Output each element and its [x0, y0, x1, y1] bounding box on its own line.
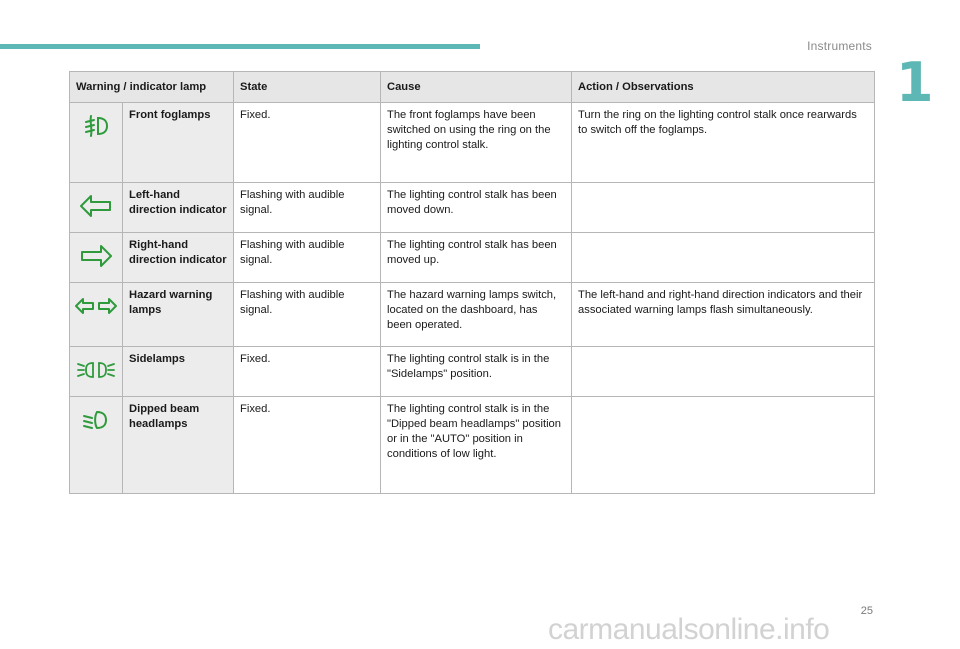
dipped-beam-headlamps-icon [81, 407, 111, 433]
top-accent-bar [0, 44, 480, 49]
table-row [70, 397, 875, 494]
lamp-state: Fixed. [234, 347, 381, 397]
lamp-icon-cell [70, 283, 123, 347]
lamp-name: Hazard warning lamps [123, 283, 234, 347]
page-number: 25 [860, 605, 873, 617]
lamp-icon-cell [70, 347, 123, 397]
table-row [70, 283, 875, 347]
column-header-lamp: Warning / indicator lamp [70, 72, 234, 103]
table-row [70, 347, 875, 397]
lamp-icon-cell [70, 183, 123, 233]
lamp-cause: The lighting control stalk has been moved up. [381, 233, 572, 283]
section-title: Instruments [807, 39, 872, 53]
lamp-icon-cell [70, 233, 123, 283]
left-direction-indicator-icon [79, 193, 113, 219]
lamp-cause: The lighting control stalk is in the "Sidelamps" position. [381, 347, 572, 397]
lamp-action: Turn the ring on the lighting control stalk once rearwards to switch off the foglamps. [572, 103, 875, 183]
lamp-name: Front foglamps [123, 103, 234, 183]
front-foglamps-icon [83, 113, 109, 139]
watermark: carmanualsonline.info [548, 613, 830, 646]
lamp-action [572, 183, 875, 233]
lamp-state: Flashing with audible signal. [234, 283, 381, 347]
lamp-icon-cell [70, 397, 123, 494]
column-header-state: State [234, 72, 381, 103]
lamp-cause: The front foglamps have been switched on using the ring on the lighting control stalk. [381, 103, 572, 183]
lamp-cause: The lighting control stalk has been moved down. [381, 183, 572, 233]
lamp-name: Sidelamps [123, 347, 234, 397]
lamp-name: Dipped beam headlamps [123, 397, 234, 494]
lamp-state: Flashing with audible signal. [234, 233, 381, 283]
lamp-action: The left-hand and right-hand direction indicators and their associated warning lamps flash simultaneously. [572, 283, 875, 347]
sidelamps-icon [76, 357, 116, 383]
lamp-name: Left-hand direction indicator [123, 183, 234, 233]
lamp-action [572, 397, 875, 494]
lamp-name: Right-hand direction indicator [123, 233, 234, 283]
lamp-icon-cell [70, 103, 123, 183]
table-header-row [70, 72, 875, 103]
column-header-action: Action / Observations [572, 72, 875, 103]
table-row [70, 103, 875, 183]
lamp-state: Fixed. [234, 103, 381, 183]
warning-lamp-table [69, 71, 875, 494]
lamp-action [572, 347, 875, 397]
table-row [70, 233, 875, 283]
table-row [70, 183, 875, 233]
hazard-warning-lamps-icon [74, 293, 118, 319]
right-direction-indicator-icon [79, 243, 113, 269]
lamp-cause: The hazard warning lamps switch, located on the dashboard, has been operated. [381, 283, 572, 347]
chapter-number: 1 [896, 51, 934, 114]
column-header-cause: Cause [381, 72, 572, 103]
lamp-state: Fixed. [234, 397, 381, 494]
lamp-action [572, 233, 875, 283]
lamp-cause: The lighting control stalk is in the "Dipped beam headlamps" position or in the "AUTO" position in conditions of low light. [381, 397, 572, 494]
lamp-state: Flashing with audible signal. [234, 183, 381, 233]
